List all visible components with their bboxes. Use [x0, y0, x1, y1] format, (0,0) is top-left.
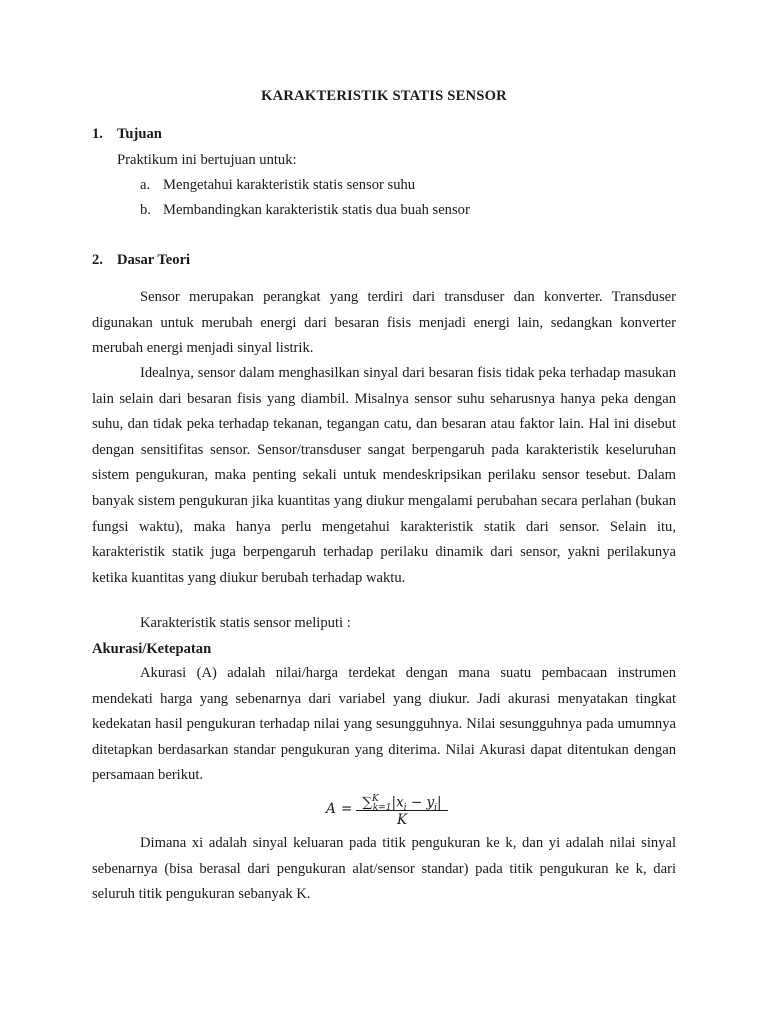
formula-lhs: A — [326, 801, 336, 817]
section2-number: 2. — [92, 252, 103, 268]
paragraph-1: Sensor merupakan perangkat yang terdiri dari transduser dan konverter. Transduser digunakan untuk merubah energi dari besaran fisis menjadi energi lain, sedangkan konverter merubah energi menjadi sinyal listrik. — [92, 289, 676, 357]
paragraph-2: Idealnya, sensor dalam menghasilkan sinyal dari besaran fisis tidak peka terhadap masukan lain selain dari besaran fisis yang diambil. Misalnya sensor suhu seharusnya hanya peka dengan suhu, dan tidak peka terhadap tekanan, tegangan catu, dan besaran atau faktor lain. Hal ini disebut dengan sensitifitas sensor. Sensor/transduser sangat berpengaruh pada karakteristik keseluruhan sistem pengukuran, maka penting sekali untuk mendeskripsikan perilaku sensor tesebut. Dalam banyak sistem pengukuran jika kuantitas yang diukur mengalami perubahan secara perlahan (bukan fungsi waktu), maka hanya perlu mengetahui karakteristik statik dari sensor. Selain itu, karakteristik statik juga berpengaruh terhadap perilaku dinamik dari sensor, yakni perilakunya ketika kuantitas yang diukur berubah terhadap waktu. — [92, 365, 676, 586]
formula-sum-symbol: ∑ — [362, 794, 373, 811]
formula-denominator: K — [396, 812, 408, 828]
section1-heading: Tujuan — [117, 126, 162, 142]
paragraph-4: Akurasi (A) adalah nilai/harga terdekat dengan mana suatu pembacaan instrumen mendekati harga yang sebenarnya dari variabel yang diukur. Jadi akurasi menyatakan tingkat kedekatan hasil pengukuran terhadap nilai yang sesungguhnya. Nilai sesungguhnya pada umumnya ditetapkan berdasarkan standar pengukuran yang diterima. Nilai Akurasi dapat ditentukan dengan persamaan berikut. — [92, 665, 676, 784]
list-item-marker: a. — [140, 177, 151, 193]
document-title: KARAKTERISTIK STATIS SENSOR — [261, 88, 507, 104]
formula-numerator: $\sum^K_{k=1}|x_i - y_i|$ — [362, 794, 442, 814]
list-item-marker: b. — [140, 202, 151, 218]
formula-equals: = — [341, 801, 353, 817]
paragraph-3: Karakteristik statis sensor meliputi : — [140, 615, 351, 631]
section2-heading: Dasar Teori — [117, 252, 191, 268]
section1-number: 1. — [92, 126, 103, 142]
list-item: Mengetahui karakteristik statis sensor suhu — [163, 177, 416, 193]
paragraph-5: Dimana xi adalah sinyal keluaran pada titik pengukuran ke k, dan yi adalah nilai sinyal sebenarnya (bisa berasal dari pengukuran alat/sensor standar) pada titik pengukuran ke k, dari seluruh titik pengukuran sebanyak K. — [92, 835, 676, 903]
list-item: Membandingkan karakteristik statis dua buah sensor — [163, 202, 470, 218]
formula-fraction — [356, 790, 448, 829]
accuracy-formula — [326, 790, 486, 830]
section1-intro: Praktikum ini bertujuan untuk: — [117, 152, 297, 168]
subheading-akurasi: Akurasi/Ketepatan — [92, 641, 212, 657]
